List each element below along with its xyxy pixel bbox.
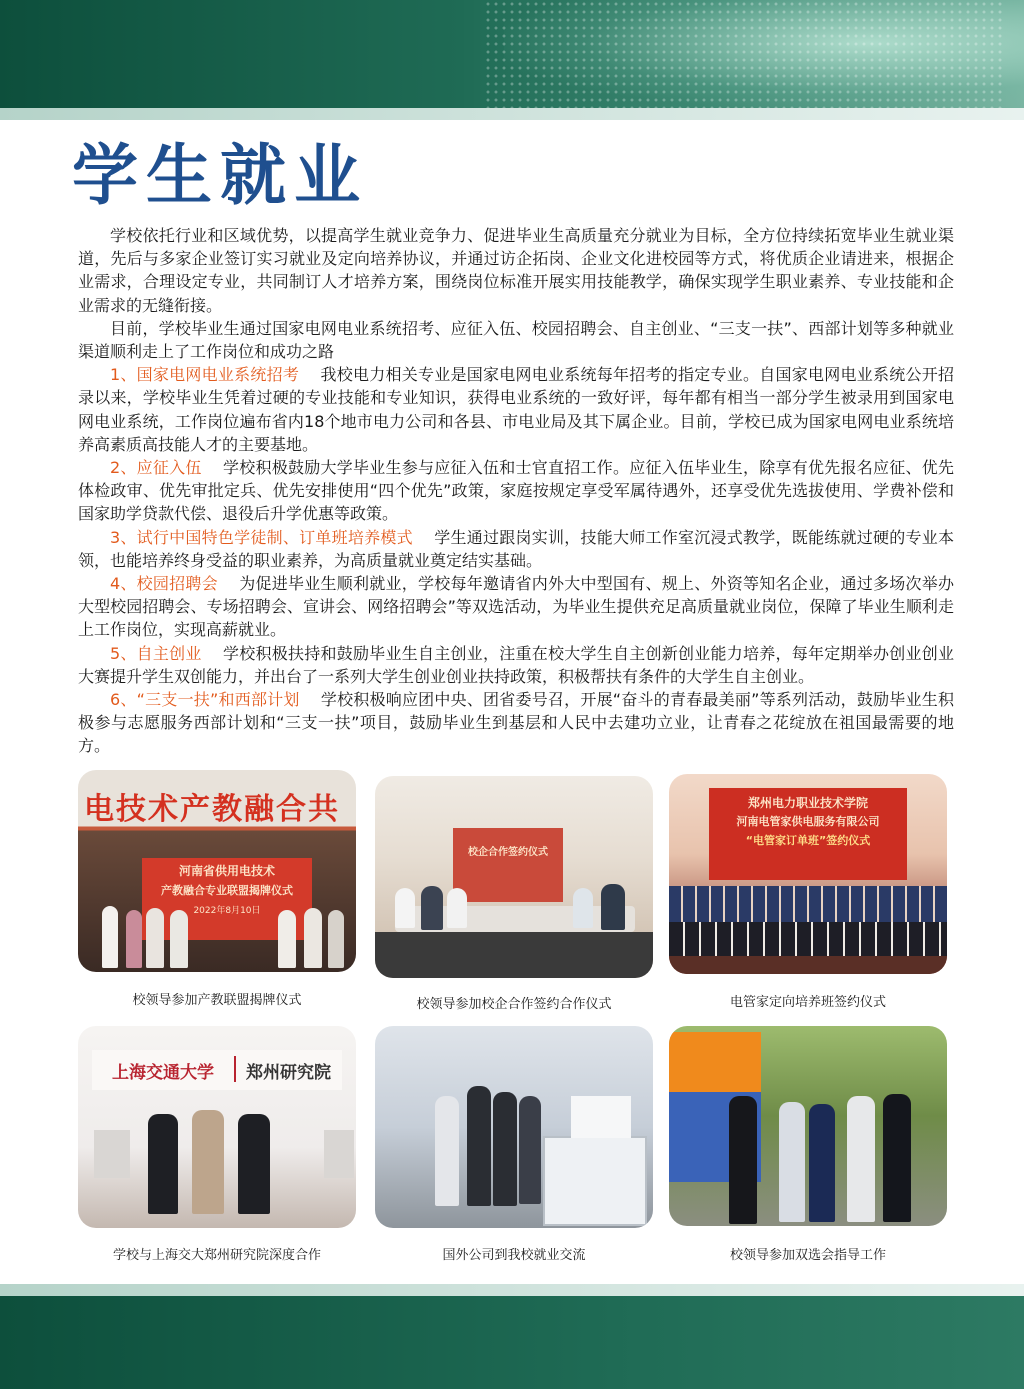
section-body: 学校积极鼓励大学毕业生参与应征入伍和士官直招工作。应征入伍毕业生，除享有优先报名应征、优先体检政审、优先审批定兵、优先安排使用“四个优先”政策，家庭按规定享受军属待遇外，还享受优先选拔使用、学费补偿和国家助学贷款代偿、退役后升学优惠等政策。 xyxy=(78,458,954,524)
header-stripe xyxy=(0,108,1024,120)
photo-banner-text: 电技术产教融合共 xyxy=(84,792,340,827)
photo-card xyxy=(78,1026,356,1263)
section-body: 为促进毕业生顺利就业，学校每年邀请省内外大中型国有、规上、外资等知名企业，通过多场次举办大型校园招聘会、专场招聘会、宣讲会、网络招聘会”等双选活动，为毕业生提供充足高质量就业岗位，保障了毕业生顺利走上工作岗位，实现高薪就业。 xyxy=(78,574,954,640)
photo-equipment xyxy=(543,1136,647,1226)
photo-floor xyxy=(375,932,653,978)
photo-group-row xyxy=(669,886,947,922)
photo-screen xyxy=(709,788,907,880)
photo-card xyxy=(669,774,947,1010)
photo-person xyxy=(847,1096,875,1222)
photo-alliance-ceremony xyxy=(78,770,356,972)
photo-tent xyxy=(669,1032,761,1092)
photo-caption: 国外公司到我校就业交流 xyxy=(442,1248,586,1263)
photo-person xyxy=(102,906,118,968)
screen-line: “电管家订单班”签约仪式 xyxy=(745,834,871,847)
section-heading: 2、应征入伍 xyxy=(110,458,202,478)
screen-line: 河南电管家供电服务有限公司 xyxy=(736,815,880,828)
photo-person xyxy=(148,1114,178,1214)
screen-line: 2022年8月10日 xyxy=(193,906,261,916)
photo-person xyxy=(238,1114,270,1214)
photo-robot-arm xyxy=(571,1096,631,1138)
photo-person xyxy=(467,1086,491,1206)
photo-person xyxy=(126,910,142,968)
section-heading: 3、试行中国特色学徒制、订单班培养模式 xyxy=(110,527,413,547)
photo-group-row xyxy=(669,922,947,956)
intro-paragraph: 目前，学校毕业生通过国家电网电业系统招考、应征入伍、校园招聘会、自主创业、“三支一扶”、西部计划等多种就业渠道顺利走上了工作岗位和成功之路 xyxy=(78,318,954,362)
footer-stripe xyxy=(0,1284,1024,1296)
photo-caption: 学校与上海交大郑州研究院深度合作 xyxy=(112,1248,321,1263)
footer-banner xyxy=(0,1296,1024,1389)
section-heading: 6、“三支一扶”和西部计划 xyxy=(110,690,300,710)
photo-wall-sign xyxy=(92,1050,342,1090)
photo-plaque-stand xyxy=(94,1130,130,1178)
photo-person xyxy=(519,1096,541,1204)
wall-sign-divider xyxy=(234,1056,236,1082)
photo-person xyxy=(435,1096,459,1206)
section-body: 学校积极扶持和鼓励毕业生自主创业，注重在校大学生自主创新创业能力培养，每年定期举办创业创业大赛提升学生双创能力，并出台了一系列大学生创业创业扶持政策，积极帮扶有条件的大学生自主创业。 xyxy=(78,643,954,686)
screen-line: 产教融合专业联盟揭牌仪式 xyxy=(161,884,293,897)
photo-signing-meeting xyxy=(375,776,653,978)
photo-person xyxy=(146,908,164,968)
photo-person xyxy=(304,908,322,968)
photo-person xyxy=(883,1094,911,1222)
section-heading: 4、校园招聘会 xyxy=(110,574,218,594)
section-paragraph xyxy=(78,363,954,456)
section-paragraph xyxy=(78,642,954,688)
photo-caption: 校领导参加产教联盟揭牌仪式 xyxy=(132,993,302,1008)
article-body xyxy=(78,224,954,758)
photo-card xyxy=(375,776,653,1012)
photo-person xyxy=(447,888,467,928)
photo-sjtu-cooperation xyxy=(78,1026,356,1228)
photo-person xyxy=(192,1110,224,1214)
page-title: 学生就业 xyxy=(72,137,368,214)
photo-screen xyxy=(453,828,563,902)
wall-sign-text: 上海交通大学 xyxy=(112,1063,214,1083)
section-body: 学生通过跟岗实训，技能大师工作室沉浸式教学，既能练就过硬的专业本领，也能培养终身受益的职业素养，为高质量就业奠定结实基础。 xyxy=(78,527,954,570)
section-paragraph xyxy=(78,572,954,642)
wall-sign-text: 郑州研究院 xyxy=(246,1063,331,1083)
photo-person xyxy=(395,888,415,928)
section-heading: 1、国家电网电业系统招考 xyxy=(110,365,300,385)
photo-card xyxy=(78,770,356,1008)
photo-person xyxy=(421,886,443,930)
photo-caption: 校领导参加双选会指导工作 xyxy=(729,1248,886,1263)
photo-floor xyxy=(669,956,947,974)
screen-line: 河南省供用电技术 xyxy=(178,864,275,878)
photo-person xyxy=(278,910,296,968)
section-paragraph xyxy=(78,688,954,758)
photo-card xyxy=(669,1026,947,1263)
section-heading: 5、自主创业 xyxy=(110,643,202,663)
screen-line: 郑州电力职业技术学院 xyxy=(747,796,868,810)
photo-caption: 电管家定向培养班签约仪式 xyxy=(729,995,886,1010)
photo-person xyxy=(779,1102,805,1222)
header-world-map-pattern xyxy=(484,0,1004,108)
section-body: 我校电力相关专业是国家电网电业系统每年招考的指定专业。自国家电网电业系统公开招录以来，学校毕业生凭着过硬的专业技能和专业知识，获得电业系统的一致好评，每年都有相当一部分学生被录用到国家电网电业系统，工作岗位遍布省内18个地市电力公司和各县、市电业局及其下属企业。目前，学校已成为国家电网电业系统培养高素质高技能人才的主要基地。 xyxy=(78,365,954,454)
photo-order-class-ceremony xyxy=(669,774,947,974)
section-paragraph xyxy=(78,526,954,572)
photo-person xyxy=(170,910,188,968)
intro-paragraph: 学校依托行业和区域优势，以提高学生就业竞争力、促进毕业生高质量充分就业为目标，全方位持续拓宽毕业生就业渠道，先后与多家企业签订实习就业及定向培养协议，并通过访企拓岗、企业文化进校园等方式，将优质企业请进来，根据企业需求，合理设定专业，共同制订人才培养方案，围绕岗位标准开展实用技能教学，确保实现学生职业素养、专业技能和企业需求的无缝衔接。 xyxy=(78,226,954,315)
photo-caption: 校领导参加校企合作签约合作仪式 xyxy=(416,997,612,1012)
photo-person xyxy=(601,884,625,930)
section-body: 学校积极响应团中央、团省委号召，开展“奋斗的青春最美丽”等系列活动，鼓励毕业生积极参与志愿服务西部计划和“三支一扶”项目，鼓励毕业生到基层和人民中去建功立业，让青春之花绽放在祖国最需要的地方。 xyxy=(78,690,955,756)
photo-person xyxy=(809,1104,835,1222)
photo-person xyxy=(493,1092,517,1206)
section-paragraph xyxy=(78,456,954,526)
photo-person xyxy=(573,888,593,928)
photo-card xyxy=(375,1026,653,1263)
photo-person xyxy=(729,1096,757,1224)
photo-plaque-stand xyxy=(324,1130,354,1178)
photo-person xyxy=(328,910,344,968)
screen-line: 校企合作签约仪式 xyxy=(468,847,548,858)
header-banner xyxy=(0,0,1024,108)
photo-job-fair xyxy=(669,1026,947,1226)
photo-foreign-company-visit xyxy=(375,1026,653,1228)
